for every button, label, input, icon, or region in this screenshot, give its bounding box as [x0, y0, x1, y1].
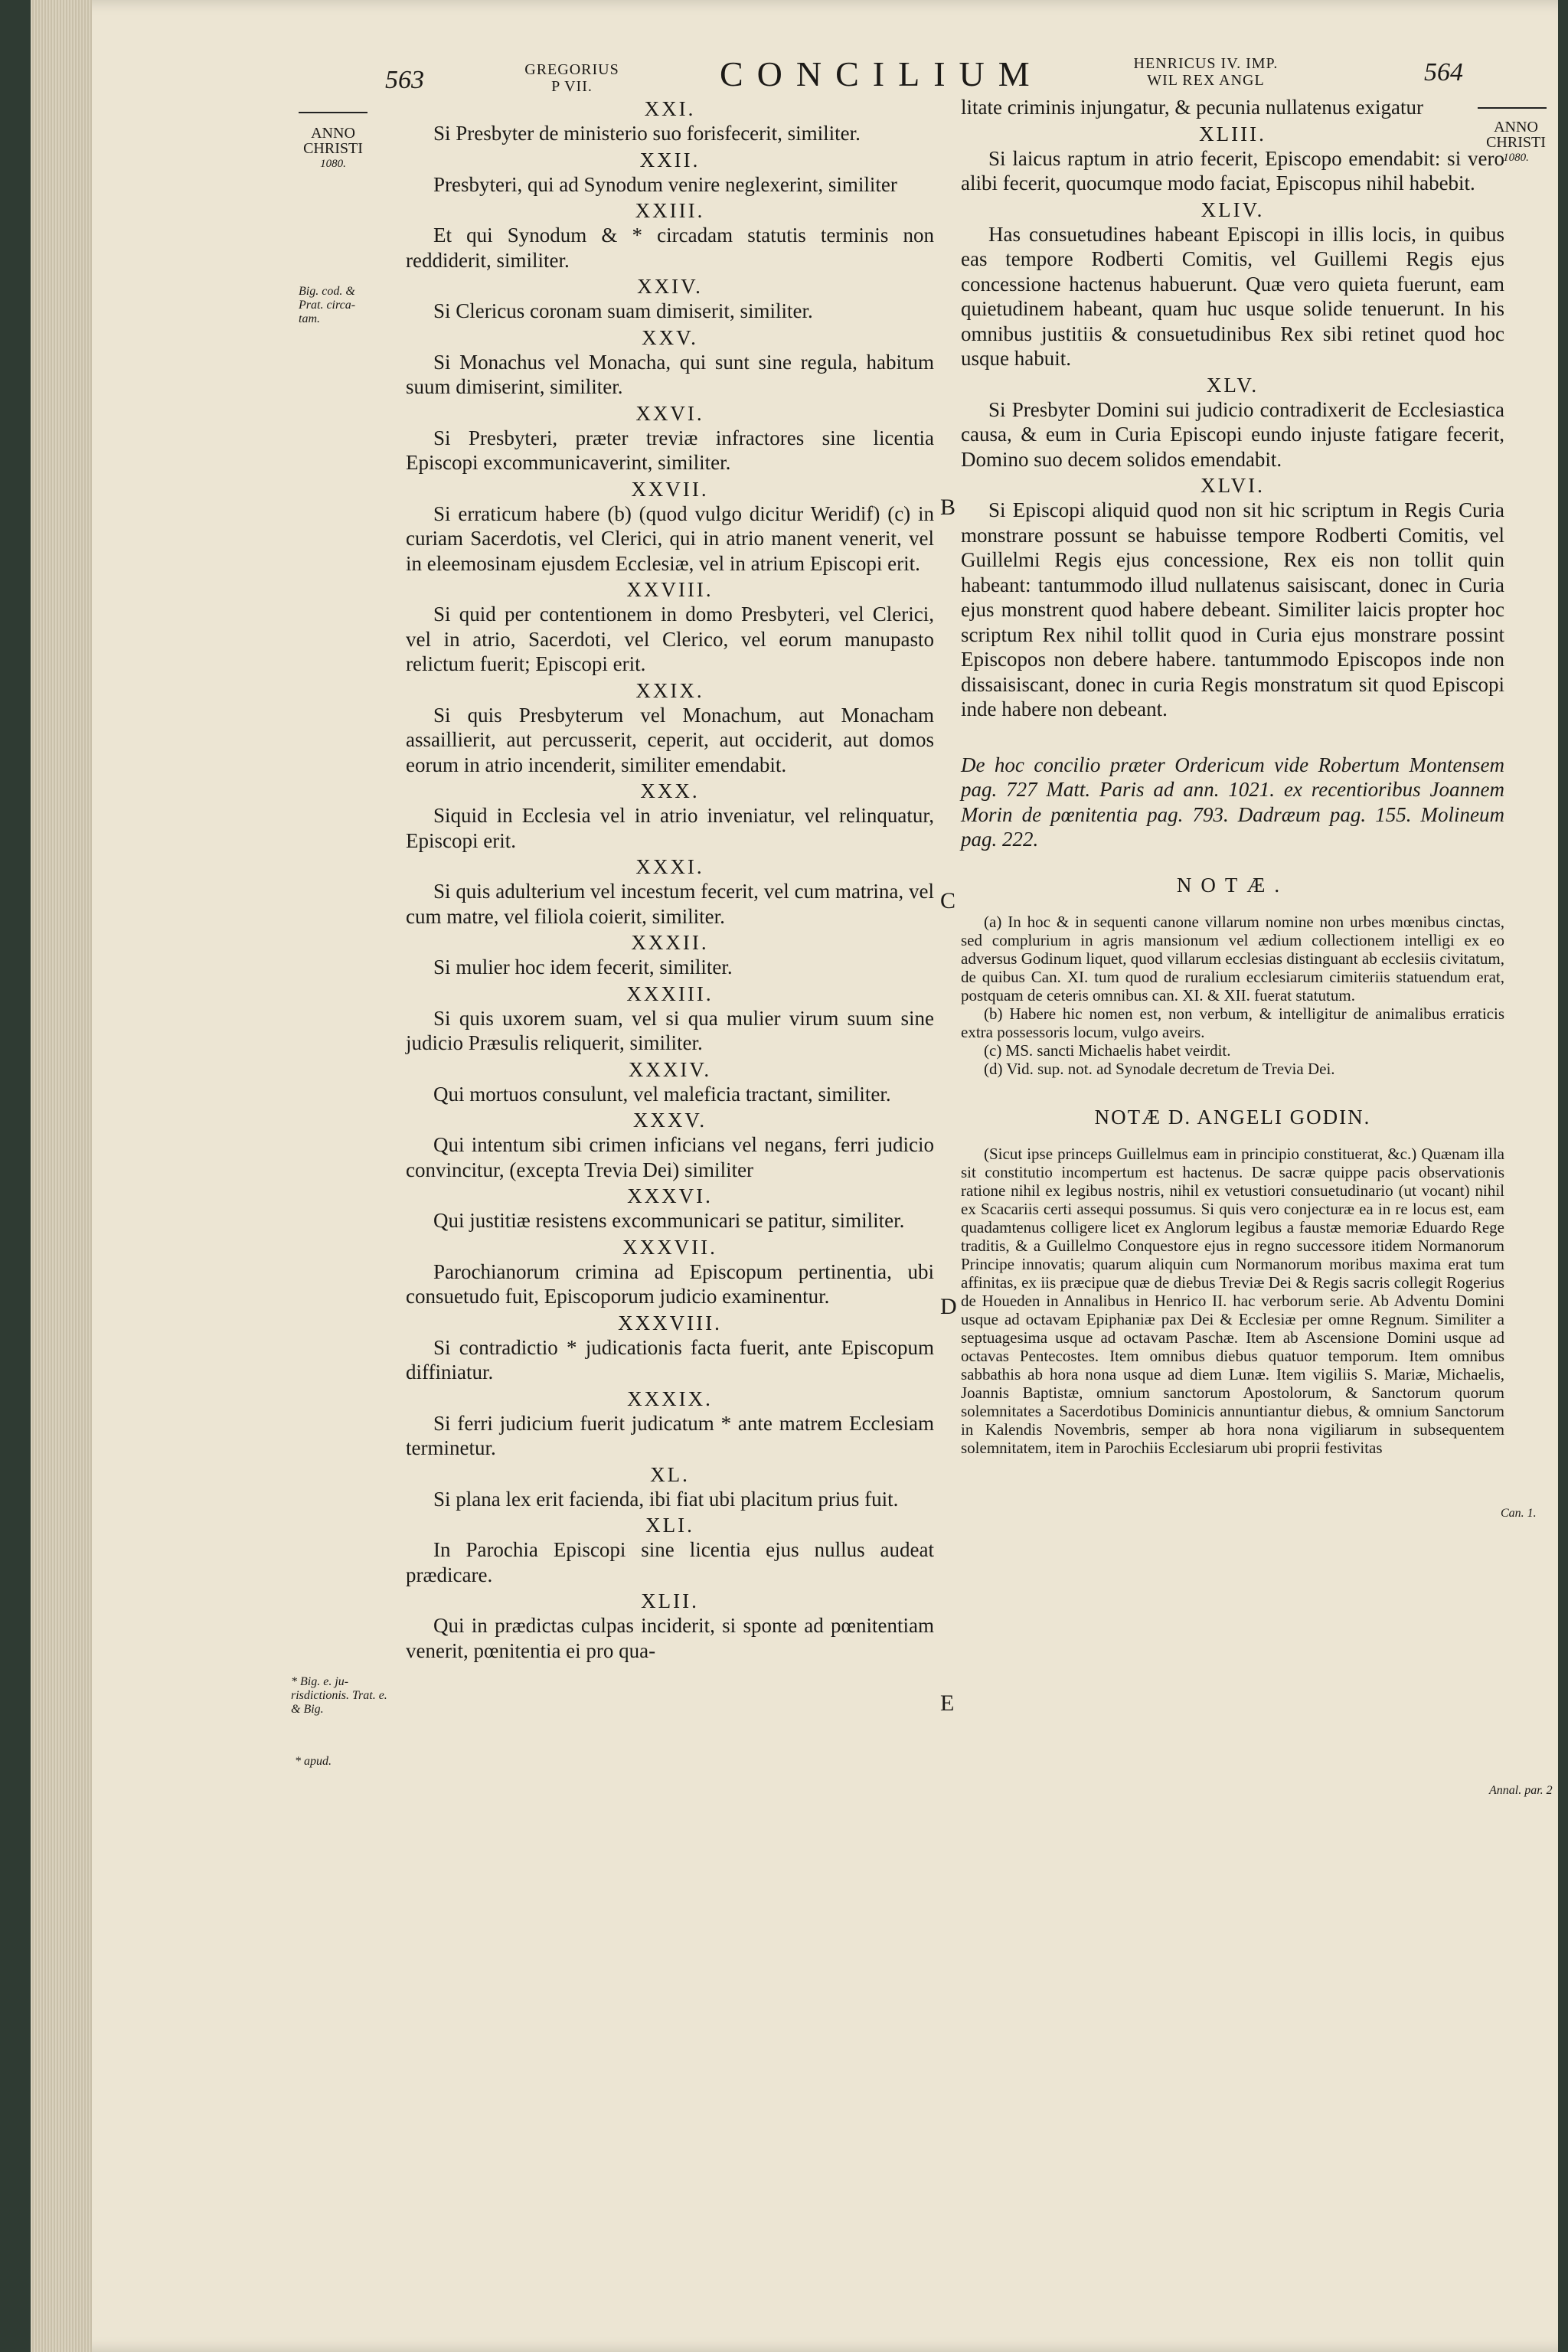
running-head-right-line1: HENRICUS IV. IMP.: [1133, 55, 1279, 72]
canon-number: XXIV.: [637, 275, 703, 298]
godin-paragraph: (Sicut ipse princeps Guillelmus eam in principio constituerat, &c.) Quænam illa sit constitutio incompertum est hactenus. De sacræ quippe pacis observationis ratione nihil ex legibus nostris, nihil ex vetustiori consuetudinario (ut vocant) nihil ex Scacariis certi assequi possumus. Si quis vero conjecturæ ea in re locus est, eam quadamtenus colligere licet ex Anglorum legibus a faustæ memoriæ Eduardo Rege traditis, & a Guillelmo Conquestore ejus in regno successore itidem Normanorum Principe innovatis; quarum aliquin cum Normanorum moribus maxima erat tum affinitas, ex iis præcipue quæ de diebus Treviæ Dei & Regis sacris collegit Rogerius de Houeden in Annalibus in Henrico II. hac verborum serie. Ab Adventu Domini usque ad octavam Epiphaniæ pax Dei & Ecclesiæ per omne Regnum. Similiter a septuagesima usque ad octavam Paschæ. Item ab Ascensione Domini usque ad octavas Pentecostes. Item omnibus diebus quatuor temporum. Item omnibus sabbathis ab hora nona usque ad diem Lunæ. Item vigiliis S. Mariæ, Michaelis, Joannis Baptistæ, omnium sanctorum Apostolorum, & Sanctorum quorum solemnitates a Sacerdotibus Dominicis annuntiantur diebus, & omnium Sanctorum in Kalendis Novembris, semper ab hora nona vigiliarum in subsequentem solemnitatem, item in Parochiis Ecclesiarum ubi proprii festivitas: [961, 1144, 1504, 1457]
year-label: 1080.: [320, 158, 346, 170]
godin-notes: [961, 1145, 1504, 1457]
running-head-right: [1080, 55, 1332, 89]
canon-text: In Parochia Episcopi sine licentia ejus nullus audeat prædicare.: [406, 1538, 934, 1586]
nota-item: (c) MS. sancti Michaelis habet veirdit.: [984, 1040, 1231, 1060]
margin-note-annal-ref: Annal. par. 2: [1489, 1784, 1553, 1797]
right-column: [961, 95, 1504, 1457]
margin-rule-left: [299, 112, 368, 113]
canon-text: Si erraticum habere (b) (quod vulgo dicitur Weridif) (c) in curiam Sacerdotis, vel Clerici, qui in atrio manent venerit, vel in eleemosinam ejusdem Ecclesiæ, vel in atrium Episcopi erit.: [406, 501, 934, 575]
canon-text: Qui justitiæ resistens excommunicari se patitur, similiter.: [433, 1209, 905, 1232]
year-label: 1080.: [1503, 152, 1529, 164]
canon-text: Qui mortuos consulunt, vel maleficia tractant, similiter.: [433, 1082, 891, 1106]
canon-text: Presbyteri, qui ad Synodum venire neglexerint, similiter: [433, 172, 897, 196]
anno-christi-left: [291, 126, 375, 172]
canon-number: XL.: [650, 1462, 690, 1486]
canon-number: XXI.: [644, 97, 696, 120]
running-head-left-line1: GREGORIUS: [524, 61, 619, 78]
canon-text: Si laicus raptum in atrio fecerit, Episcopo emendabit: si vero alibi fecerit, quocumque modo faciat, Episcopus nihil habebit.: [961, 146, 1504, 194]
canon-number: XLI.: [645, 1514, 694, 1537]
canon-number: XXXIV.: [628, 1057, 712, 1081]
section-letter-d: D: [940, 1294, 957, 1319]
margin-note-variant-1: Big. cod. & Prat. circa- tam.: [299, 285, 356, 325]
canon-number: XLII.: [641, 1589, 699, 1612]
margin-note-variant-2: * Big. e. ju- risdictionis. Trat. e. & Big.: [291, 1675, 387, 1716]
canon-text: Si ferri judicium fuerit judicatum * ante matrem Ecclesiam terminetur.: [406, 1411, 934, 1459]
right-canons: [961, 122, 1504, 722]
canon-number: XXIII.: [635, 199, 705, 222]
canon-number: XXXVI.: [627, 1184, 713, 1207]
section-letter-e: E: [940, 1690, 955, 1716]
canon-number: XLV.: [1206, 373, 1259, 397]
canon-text: Si Presbyter de ministerio suo forisfecerit, similiter.: [433, 122, 861, 145]
canon-text: Si Monachus vel Monacha, qui sunt sine regula, habitum suum dimiserint, similiter.: [406, 350, 934, 398]
canon-text: Qui in prædictas culpas inciderit, si sponte ad pœnitentiam venerit, pœnitentia ei pro qua-: [406, 1614, 934, 1662]
margin-note-variant-3: * apud.: [295, 1755, 332, 1768]
canon-number: XXVII.: [631, 477, 709, 501]
left-column: [406, 95, 934, 1664]
canon-number: XXXIII.: [626, 982, 714, 1005]
canon-text: Parochianorum crimina ad Episcopum pertinentia, ubi consuetudo fuit, Episcoporum judicio examinentur.: [406, 1259, 934, 1308]
canon-number: XXXVIII.: [618, 1311, 722, 1334]
canon-number: XXIX.: [635, 678, 704, 702]
canon-text: Si mulier hoc idem fecerit, similiter.: [433, 956, 733, 978]
canon-number: XXVI.: [635, 401, 704, 425]
canon-text: Si contradictio * judicationis facta fuerit, ante Episcopum diffiniatur.: [406, 1335, 934, 1383]
canon-text: Si quid per contentionem in domo Presbyteri, vel Clerici, vel in atrio, Sacerdoti, vel Clerico, vel eorum manupasto relictum fuerit; Episcopi erit.: [406, 603, 934, 675]
canon-number: XXVIII.: [626, 578, 714, 601]
section-letter-c: C: [940, 888, 956, 913]
canon-text: Si quis uxorem suam, vel si qua mulier virum suum sine judicio Præsulis reliquerit, similiter.: [406, 1006, 934, 1054]
canon-text: Si quis Presbyterum vel Monachum, aut Monacham assaillierit, aut percusserit, ceperit, aut occiderit, aut domos eorum in atrio incenderit, similiter emendabit.: [406, 703, 934, 776]
margin-note-canon-ref: Can. 1.: [1501, 1507, 1537, 1520]
nota-item: (b) Habere hic nomen est, non verbum, & intelligitur de animalibus erraticis extra possessoris locum, vulgo aveirs.: [961, 1004, 1504, 1041]
canon-number: XXV.: [642, 325, 698, 349]
canon-text: Qui intentum sibi crimen inficians vel negans, ferri judicio convincitur, (excepta Trevia Dei) similiter: [406, 1133, 934, 1181]
running-head-right-line2: WIL REX ANGL: [1147, 72, 1265, 89]
canon-text: Siquid in Ecclesia vel in atrio inveniatur, vel relinquatur, Episcopi erit.: [406, 804, 934, 852]
canon-number: XXXV.: [632, 1109, 707, 1132]
page-edge: [31, 0, 92, 2352]
canon-text: Si Episcopi aliquid quod non sit hic scriptum in Regis Curia monstrare possunt se habuisse tempore Rodberti Comitis, vel Guillelmi Regis ejus concessione, Rex eis non tollit quin habeant: tantummodo illud nullatenus saisiscant, donec in Curia ejus monstrent quod habere debeant. Similiter laicis propter hoc scriptum Rex nihil tollit quod in Curia ejus monstrare possint Episcopos non debere habere. tantummodo Episcopos inde non dissaisiscant, donec in curia Regis monstratum sit quod Episcopi inde habere non debeant.: [961, 498, 1504, 720]
nota-item: (d) Vid. sup. not. ad Synodale decretum de Trevia Dei.: [984, 1059, 1335, 1078]
reference-paragraph: De hoc concilio præter Ordericum vide Robertum Montensem pag. 727 Matt. Paris ad ann. 1021. ex recentioribus Joannem Morin de pœnitentia pag. 793. Dadræum pag. 155. Molineum pag. 222.: [961, 753, 1504, 851]
continuation-text: litate criminis injungatur, & pecunia nullatenus exigatur: [961, 96, 1424, 119]
canon-text: Et qui Synodum & * circadam statutis terminis non reddiderit, similiter.: [406, 224, 934, 272]
christi-label: CHRISTI: [303, 140, 363, 157]
canon-number: XXII.: [639, 148, 701, 172]
book-page: [31, 0, 1558, 2352]
canon-number: XXX.: [640, 779, 700, 802]
canon-text: Si plana lex erit facienda, ibi fiat ubi placitum prius fuit.: [433, 1487, 899, 1511]
running-head-left: [514, 61, 629, 95]
section-letter-b: B: [940, 495, 956, 520]
running-head-left-line2: P VII.: [551, 78, 593, 95]
canon-text: Si quis adulterium vel incestum fecerit, vel cum matrina, vel cum matre, vel filiola coierit, similiter.: [406, 880, 934, 928]
nota-item: (a) In hoc & in sequenti canone villarum nomine non urbes mœnibus cinctas, sed complurium in agris mansionum vel ædium collectionem intelligi ex eo adversus Godinum liquet, quod villarum ecclesias distinguant ab ecclesiis civitatum, de quibus Can. XI. tum quod de ruralium ecclesiarum cimiteriis statuendum erat, postquam de ceteris omnibus can. XI. & XII. fuerat statutum.: [961, 912, 1504, 1004]
notae-list: [961, 913, 1504, 1078]
canon-text: Si Clericus coronam suam dimiserit, similiter.: [433, 299, 813, 322]
notae-heading: NOTÆ.: [1176, 873, 1289, 897]
anno-label: ANNO: [311, 125, 355, 142]
canon-number: XXXVII.: [622, 1235, 717, 1259]
anno-label: ANNO: [1494, 119, 1538, 136]
canon-number: XXXIX.: [627, 1387, 713, 1410]
christi-label: CHRISTI: [1486, 134, 1546, 151]
canon-number: XXXI.: [635, 855, 704, 878]
canon-text: Si Presbyteri, præter treviæ infractores sine licentia Episcopi excommunicaverint, similiter.: [406, 426, 934, 474]
page-number-right: 564: [1424, 58, 1463, 87]
page-title: CONCILIUM: [720, 54, 1044, 93]
canon-number: XLIV.: [1200, 198, 1265, 221]
canon-number: XLVI.: [1200, 474, 1265, 497]
canon-text: Has consuetudines habeant Episcopi in illis locis, in quibus eas tempore Rodberti Comitis, vel Guillemi Regis ejus concessione hactenus habuerunt. Quæ vero quieta fuerunt, eam quietudinem habeant, quam huc usque solide tenuerunt. In his omnibus justitiis & consuetudinibus Rex sibi retinet quod hoc usque habuit.: [961, 222, 1504, 370]
canon-number: XLIII.: [1199, 122, 1266, 145]
canon-text: Si Presbyter Domini sui judicio contradixerit de Ecclesiastica causa, & eum in Curia Episcopi eundo injuste fatigare fecerit, Domino suo decem solidos emendabit.: [961, 397, 1504, 471]
canon-number: XXXII.: [631, 931, 709, 954]
page-number-left: 563: [385, 66, 424, 94]
godin-heading: NOTÆ D. ANGELI GODIN.: [1094, 1105, 1371, 1129]
